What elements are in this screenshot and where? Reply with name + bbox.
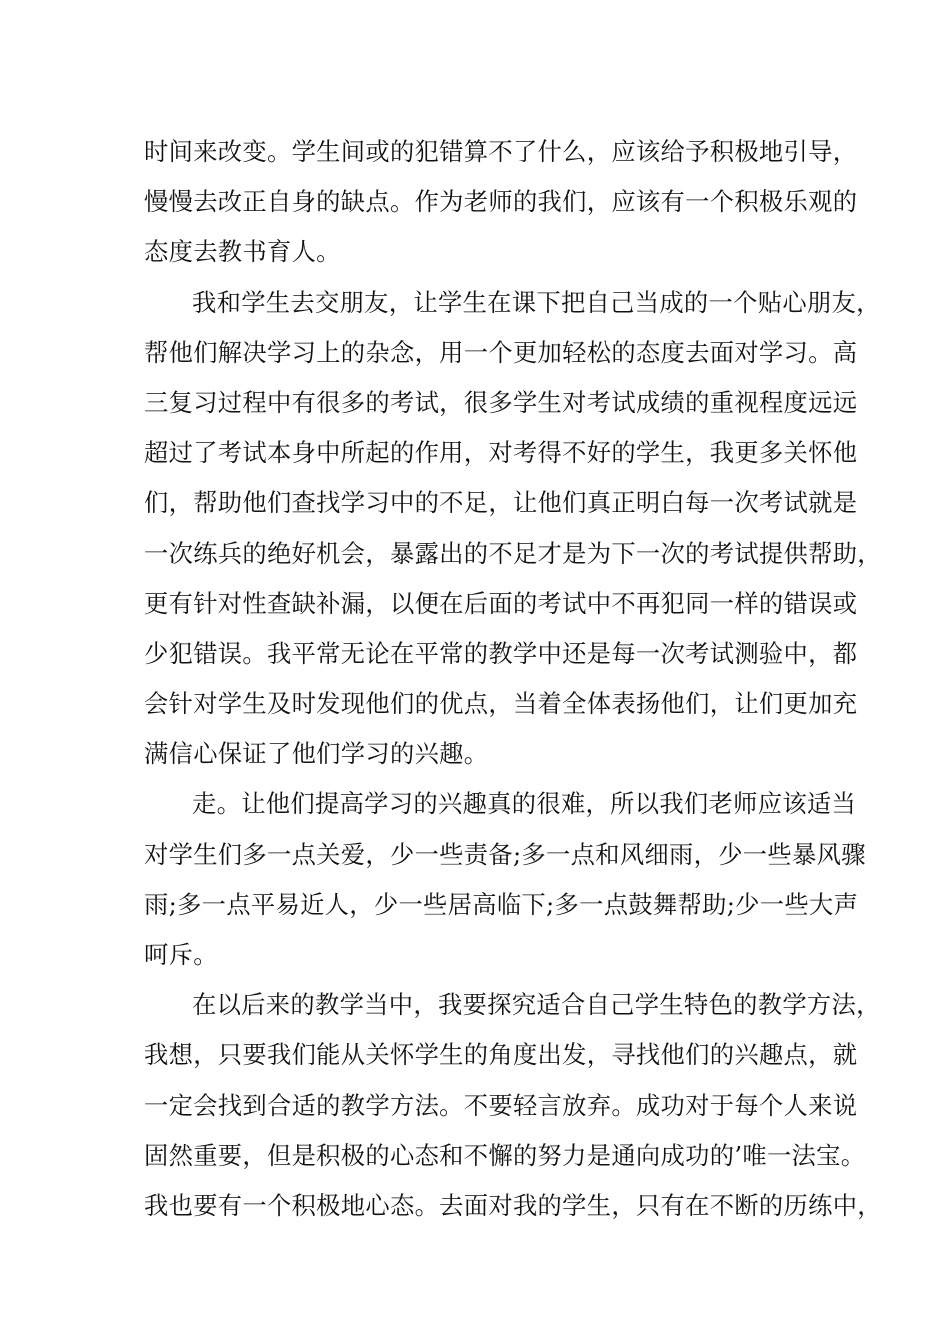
text-line: 们，帮助他们查找学习中的不足，让他们真正明白每一次考试就是 (144, 488, 858, 518)
text-line: 我想，只要我们能从关怀学生的角度出发，寻找他们的兴趣点，就 (144, 1040, 858, 1070)
text-line: 雨;多一点平易近人，少一些居高临下;多一点鼓舞帮助;少一些大声 (144, 889, 859, 919)
paragraph-2 (144, 278, 882, 780)
paragraph-3 (144, 779, 866, 980)
text-line: 在以后来的教学当中，我要探究适合自己学生特色的教学方法， (192, 990, 881, 1020)
text-line: 我和学生去交朋友，让学生在课下把自己当成的一个贴心朋友， (192, 287, 881, 317)
document-body (144, 127, 882, 1231)
text-line: 少犯错误。我平常无论在平常的教学中还是每一次考试测验中，都 (144, 638, 858, 668)
paragraph-1 (144, 127, 858, 278)
text-line: 呵斥。 (144, 940, 218, 969)
text-line: 超过了考试本身中所起的作用，对考得不好的学生，我更多关怀他 (144, 438, 858, 468)
paragraph-4 (144, 980, 882, 1231)
text-line: 一次练兵的绝好机会，暴露出的不足才是为下一次的考试提供帮助， (144, 538, 882, 568)
text-line: 走。让他们提高学习的兴趣真的很难，所以我们老师应该适当 (192, 789, 857, 819)
text-line: 时间来改变。学生间或的犯错算不了什么，应该给予积极地引导， (144, 137, 858, 166)
text-line: 会针对学生及时发现他们的优点，当着全体表扬他们，让们更加充 (144, 689, 858, 719)
text-line: 固然重要，但是积极的心态和不懈的努力是通向成功的’唯一法宝。 (144, 1140, 866, 1170)
text-line: 满信心保证了他们学习的兴趣。 (144, 739, 489, 769)
text-line: 慢慢去改正自身的缺点。作为老师的我们，应该有一个积极乐观的 (144, 187, 858, 217)
text-line: 更有针对性查缺补漏，以便在后面的考试中不再犯同一样的错误或 (144, 588, 858, 618)
text-line: 帮他们解决学习上的杂念，用一个更加轻松的态度去面对学习。高 (144, 337, 858, 367)
text-line: 对学生们多一点关爱，少一些责备;多一点和风细雨，少一些暴风骤 (144, 839, 866, 869)
text-line: 一定会找到合适的教学方法。不要轻言放弃。成功对于每个人来说 (144, 1090, 858, 1120)
text-line: 我也要有一个积极地心态。去面对我的学生，只有在不断的历练中， (144, 1190, 882, 1220)
text-line: 三复习过程中有很多的考试，很多学生对考试成绩的重视程度远远 (144, 387, 858, 417)
text-line: 态度去教书育人。 (144, 237, 341, 267)
